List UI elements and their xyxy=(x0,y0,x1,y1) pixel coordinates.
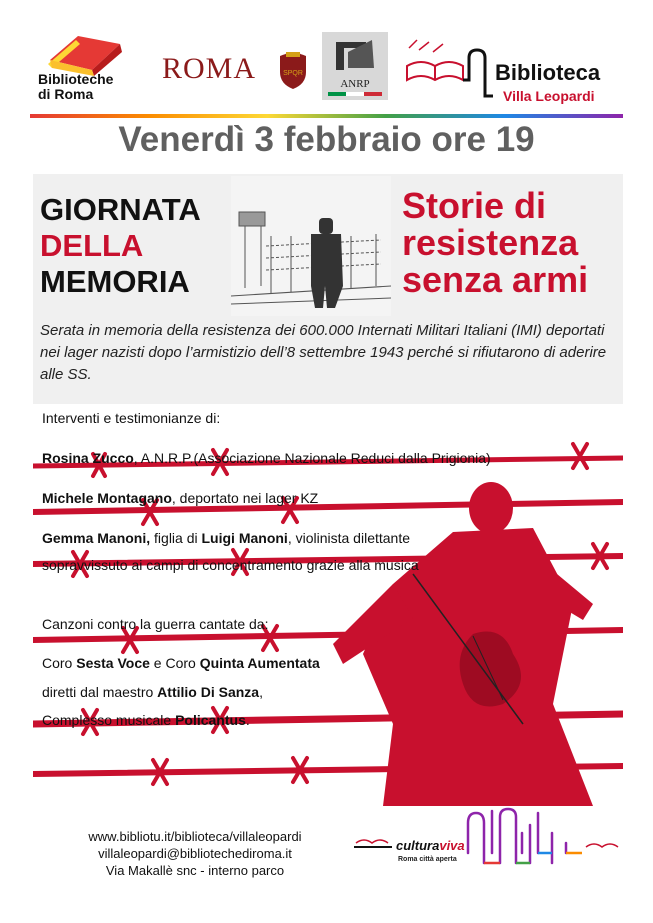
coro-prefix: Coro xyxy=(42,655,77,671)
logo-line-2: di Roma xyxy=(38,86,94,102)
biblioteca-title: Biblioteca xyxy=(495,60,601,85)
anrp-logo xyxy=(322,32,388,100)
culturaviva-emblem-icon xyxy=(352,803,622,888)
father-name: Luigi Manoni xyxy=(201,530,288,546)
culturaviva-logo xyxy=(352,803,622,888)
choir-sesta-voce: Sesta Voce xyxy=(76,655,150,671)
speaker-rosina-zucco xyxy=(42,450,491,466)
anrp-emblem-icon xyxy=(322,32,388,76)
brand-cultura: cultura xyxy=(396,838,440,853)
rainbow-divider xyxy=(30,114,623,118)
storie-line-2: resistenza xyxy=(402,222,579,263)
storie-title xyxy=(402,187,588,298)
ensemble-name: Policantus xyxy=(175,712,246,728)
logo-line-1: Biblioteche xyxy=(38,71,114,87)
ensemble-line xyxy=(42,712,250,728)
speaker-gemma-manoni-desc-2: sopravvissuto ai campi di concentramento grazie alla musica xyxy=(42,557,419,573)
book-icon xyxy=(30,30,140,76)
speaker-relation: figlia di xyxy=(150,530,202,546)
intro-text: Serata in memoria della resistenza dei 600.000 Internati Militari Italiani (IMI) deportati nei lager nazisti dopo l’armistizio dell’8 settembre 1943 perché si rifiutarono di aderire alle SS. xyxy=(40,322,607,383)
roma-crest-icon xyxy=(276,50,310,90)
footer-contact xyxy=(60,828,330,879)
storie-line-3: senza armi xyxy=(402,259,589,300)
biblioteca-subtitle: Villa Leopardi xyxy=(503,88,595,104)
speaker-gemma-manoni xyxy=(42,530,410,546)
ensemble-prefix: Complesso musicale xyxy=(42,712,176,728)
website-link[interactable]: www.bibliotu.it/biblioteca/villaleopardi xyxy=(88,829,302,844)
coro-mid: e Coro xyxy=(149,655,200,671)
conductor-line xyxy=(42,684,263,700)
biblioteche-di-roma-logo xyxy=(30,30,140,110)
speaker-michele-montagano xyxy=(42,490,318,506)
open-book-icon xyxy=(403,36,495,106)
biblioteca-villa-leopardi-logo xyxy=(403,36,628,106)
ensemble-suffix: . xyxy=(245,712,250,728)
speaker-description: , deportato nei lager KZ xyxy=(171,490,319,506)
culturaviva-wordmark xyxy=(396,838,465,853)
speaker-name: Michele Montagano xyxy=(42,490,172,506)
svg-text:SPQR: SPQR xyxy=(283,70,303,77)
speaker-name: Gemma Manoni, xyxy=(42,530,151,546)
giornata-line-3: MEMORIA xyxy=(40,264,190,299)
songs-heading: Canzoni contro la guerra cantate da: xyxy=(42,616,269,632)
conductor-prefix: diretti dal maestro xyxy=(42,684,158,700)
speaker-name: Rosina Zucco xyxy=(42,450,134,466)
prison-camp-sketch xyxy=(231,176,391,316)
choirs-line xyxy=(42,655,320,671)
storie-line-1: Storie di xyxy=(402,185,547,226)
giornata-title xyxy=(40,192,201,300)
choir-quinta-aumentata: Quinta Aumentata xyxy=(199,655,320,671)
email-link[interactable]: villaleopardi@bibliotechediroma.it xyxy=(98,846,292,861)
program-heading: Interventi e testimonianze di: xyxy=(42,410,221,426)
roma-wordmark: ROMA xyxy=(162,52,257,85)
giornata-line-1: GIORNATA xyxy=(40,192,201,227)
conductor-suffix: , xyxy=(259,684,263,700)
event-date: Venerdì 3 febbraio ore 19 xyxy=(118,120,535,159)
culturaviva-tagline: Roma città aperta xyxy=(398,856,457,863)
italian-flag-strip xyxy=(328,92,382,96)
conductor-name: Attilio Di Sanza xyxy=(157,684,260,700)
speaker-description: , A.N.R.P.(Associazione Nazionale Reduci dalla Prigionia) xyxy=(133,450,491,466)
anrp-label: ANRP xyxy=(340,78,370,90)
giornata-line-2: DELLA xyxy=(40,228,144,263)
address: Via Makallè snc - interno parco xyxy=(105,863,285,878)
speaker-description: , violinista dilettante xyxy=(287,530,411,546)
brand-viva: viva xyxy=(439,838,465,853)
